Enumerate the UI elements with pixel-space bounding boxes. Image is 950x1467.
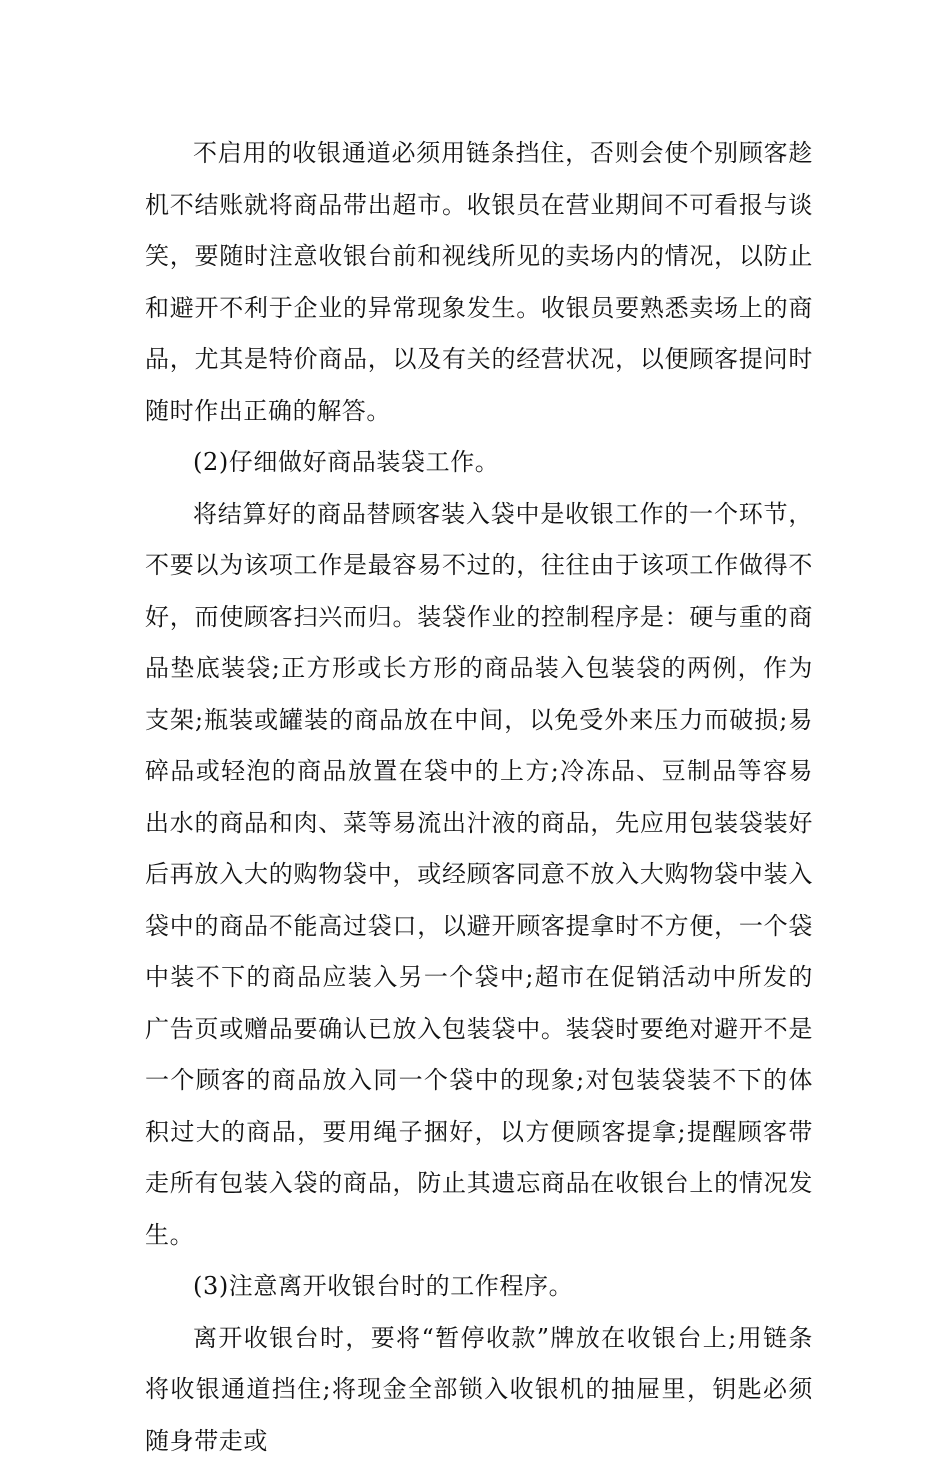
heading-leaving-counter: (3)注意离开收银台时的工作程序。	[145, 1261, 813, 1313]
paragraph-bagging: 将结算好的商品替顾客装入袋中是收银工作的一个环节，不要以为该项工作是最容易不过的，往往由于该项工作做得不好，而使顾客扫兴而归。装袋作业的控制程序是：硬与重的商品垫底装袋;正方形或长方形的商品装入包装袋的两例，作为支架;瓶装或罐装的商品放在中间，以免受外来压力而破损;易碎品或轻泡的商品放置在袋中的上方;冷冻品、豆制品等容易出水的商品和肉、菜等易流出汁液的商品，先应用包装袋装好后再放入大的购物袋中，或经顾客同意不放入大购物袋中装入袋中的商品不能高过袋口，以避开顾客提拿时不方便，一个袋中装不下的商品应装入另一个袋中;超市在促销活动中所发的广告页或赠品要确认已放入包装袋中。装袋时要绝对避开不是一个顾客的商品放入同一个袋中的现象;对包装袋装不下的体积过大的商品，要用绳子捆好，以方便顾客提拿;提醒顾客带走所有包装入袋的商品，防止其遗忘商品在收银台上的情况发生。	[145, 489, 813, 1262]
paragraph-checkout-lane: 不启用的收银通道必须用链条挡住，否则会使个别顾客趁机不结账就将商品带出超市。收银员在营业期间不可看报与谈笑，要随时注意收银台前和视线所见的卖场内的情况，以防止和避开不利于企业的异常现象发生。收银员要熟悉卖场上的商品，尤其是特价商品，以及有关的经营状况，以便顾客提问时随时作出正确的解答。	[145, 128, 813, 437]
document-body	[145, 128, 813, 1467]
heading-bagging: (2)仔细做好商品装袋工作。	[145, 437, 813, 489]
paragraph-leaving-counter: 离开收银台时，要将“暂停收款”牌放在收银台上;用链条将收银通道挡住;将现金全部锁入收银机的抽屉里，钥匙必须随身带走或	[145, 1313, 813, 1467]
